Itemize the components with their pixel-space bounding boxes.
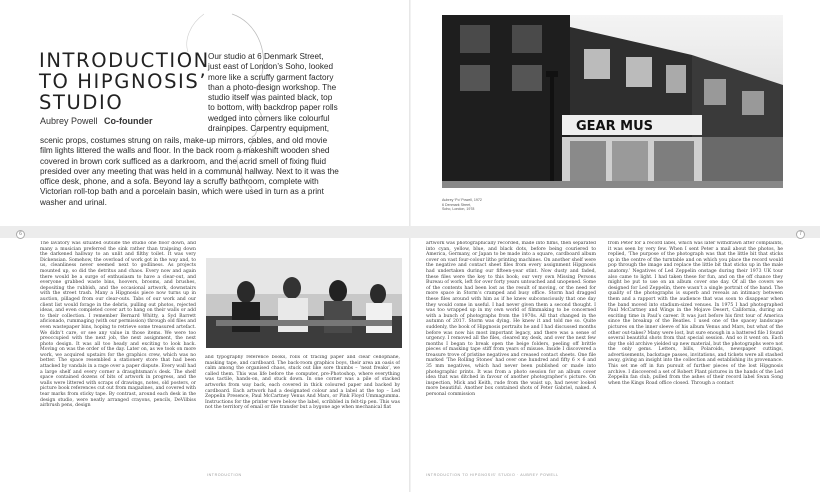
photo-caption: 6 Denmark Street, [442,203,472,207]
body-column-4: from Peter for a record label, which was later withdrawn after complaints, it was seen by very few. When I sent Peter a mail about the photos, he replied, ‘The purpose of the photograph was that the little bit that sticks up in the centre of the turntable and on which you place the record would pop through the image and replace the little bit that sticks up in the male anatomy.’ Negatives of Led Zeppelin onstage during their 1973 UK tour also came to light. I had taken these for fun, and on the off chance they might be put to use on an album cover one day. Of all the covers we designed for Led Zeppelin, there wasn’t a single portrait of the band. The quality of the photographs is superb and reveals an intimacy between them and a rapport with the audience that was soon to disappear when the band moved into stadium-sized venues. In 1975 I had photographed Paul McCartney and Wings in the Mojave Desert, California, during an exciting time in Paul’s career. It was just before his first tour of America since the breakup of the Beatles. I used one of the spacey landscape pictures on the inner sleeve of his album Venus and Mars, but what of the other out-takes? Many were lost, but sure enough in a battered file I found several beautiful shots from that special session. And so it went on. Each day the old archive yielded up new material, but the photographs were not the only gems. Letters, bills, Polaroids, newspaper cuttings, advertisements, backstage passes, invitations, and tickets were all stashed away, giving an insight into the collection and establishing its provenance. This set me off in fun pursuit of further pieces of the lost Hipgnosis archive. I discovered a set of Robert Plant pictures in the hands of the Led Zeppelin fan club, pulled from the ashes of their record label Swan Song when the Kings Road office closed. Through a contact [608,241,783,386]
title-line: STUDIO [39,91,124,114]
photo-caption: Soho, London, 1978 [442,207,475,211]
shop-sign: GEAR MUS [576,119,654,134]
running-head-left: INTRODUCTION [207,473,242,477]
running-head-right: INTRODUCTION TO HIPGNOSIS’ STUDIO · AUBREY POWELL [426,473,559,477]
page-number-right: 7 [796,230,805,239]
intro-paragraph-continued: scenic props, costumes strung on rails, make-up mirrors, cables, and old movie film lights littered the walls and floor. In the back room a makeshift wooden shed covered in brown cork sufficed as a darkroom, and the acrid smell of fixing fluid presided over any meeting that was held in a communal hallway. Next to it was the office desk, phone, and a sofa. Beyond lay a scruffy bathroom, complete with Victorian roll-top bath and a porcelain basin, which were used in turn as a print washer and urinal. [40,136,339,207]
body-column-1: The lavatory was situated outside the studio one floor down, and many a musician preferred the sink rather than traipsing down the darkened hallway to an unlit and filthy toilet. It was very Dickensian. Somehow, the overload of work got in the way and, to us, cleanliness never seemed next to godliness. As projects mounted up, so did the detritus and chaos. Every now and again there would be a surge of enthusiasm to have a clear-out, and everyone grabbed waste bins, hoovers, brooms, and brushes, depositing the rubbish, and the occasional artwork, downstairs with the street trash. Many a Hipgnosis piece now turns up in auction, pillaged from our clear-outs. Tabs of our work and our client list would forage in the debris, pulling out photos, rejected ideas, and even completed cover art to hang on their walls or add to their collection. I remember Bernard Whitty, a Syd Barrett aficionado, rummaging (with our permission) through old files and even wastepaper bins, hoping to retrieve some treasured artefact. We didn’t care, or see any value in those items. We were too preoccupied with the next job, the next assignment, the next photo design. It was all too heady and exciting to look back. Moving on was the order of the day. Later on, as we took on more work, we acquired upstairs for the graphics crew, which was no better. The space resembled a stationery store that had been attacked by vandals in a rage over a paper dispute. Every wall had a large shelf and every corner a draughtsman’s desk. The shelf space contained dozens of bits of artwork in progress, and the walls were littered with scraps of drawings, notes, old posters, or picture book references cut out from magazines, and covered with tear marks from sticky tape. By contrast, around each desk in the design studio, were neatly arranged crayons, pencils, DeVilbiss airbrush pens, design [40,241,196,409]
top-gutter [409,0,411,226]
author-role: Co-founder [104,116,153,126]
body-column-3: artwork was photographically recorded, made into films, then separated into cyan, yellow, blue, and black dots, before being couriered to America, Germany, or Japan to be made into a square, cardboard album cover on vast four-colour litho printing machines. On another shelf were the negative and contact sheet files from every assignment Hipgnosis had undertaken during our fifteen-year stint. Now dusty and faded, these files were the key to this book; our very own Missing Persons Bureau of work, left for over forty years untouched and unopened. Some of the contents had been lost as the result of moving, or the need for more space in Storm’s cramped and busy office. Storm had dragged these files around with him as if he knew subconsciously that one day they would come in useful. I had never given them a second thought. I was too wrapped up in my own world of filmmaking to be concerned with a bunch of photographs from the 1970s. All that changed in the autumn of 2017. Storm was dying. He knew it and told me so. Quite suddenly, the book of Hipgnosis portraits he and I had discussed months before was now his most important legacy, and there was a sense of urgency. I removed all the files, cleared my desk, and over the next few months I began to break open the beige folders, peeling off brittle pieces of masking tape stiff from years of misuse. Inside I discovered a treasure trove of pristine negatives and creased contact sheets. One file marked ‘The Rolling Stones’ had over one hundred and fifty 6 × 6 and 35 mm negatives, which had never been published or made into photographic prints. It was from a photo session for an album cover idea that was ditched in favour of another photographer’s picture. On inspection, Mick and Keith, rude from the waist up, had never looked more beautiful. Another box contained shots of Peter Gabriel, naked. A personal commission [426,241,596,398]
group-photo [206,258,402,348]
denmark-street-photo [442,15,783,188]
group-photo-illustration [206,258,402,348]
body-column-2: and typography reference books, rolls of tracing paper and clear cellophane, masking tape, and cardboard. The back-room graphics boys, their area an oasis of calm among the organised chaos, stuck out like sore thumbs – ‘neat freaks’, we called them. This was life before the computer, pre-Photoshop, where everything was tactile, hands-on, and stuck down. In one corner was a pile of stacked artworks from way back, each covered in thick coloured paper and backed by cardboard. Each artwork had a designated colour and a label at the top – Led Zeppelin Presence, Paul McCartney Venus And Mars, or Pink Floyd Ummagumma. Instructions for the printer were below the label, scribbled in felt-tip pen. This was not the territory of email or file transfer but a bygone age when mechanical flat [205,355,400,411]
page-number-left: 6 [16,230,25,239]
building-illustration [442,15,783,188]
intro-paragraph: Our studio at 6 Denmark Street, just east of London’s Soho, looked more like a scruffy garment factory than a photo-design workshop. The studio itself was painted black, top to bottom, with backdrop paper rolls wedged into corners like colourful drainpipes. Carpentry equipment, [208,52,338,134]
author-name: Aubrey Powell [40,116,98,126]
title-line: TO HIPGNOSIS’ [39,70,208,93]
photo-caption: Aubrey ‘Po’ Powell, 1972 [442,198,482,202]
title-line: INTRODUCTION [39,49,210,72]
author-byline [40,116,153,126]
bottom-gutter [409,238,411,492]
